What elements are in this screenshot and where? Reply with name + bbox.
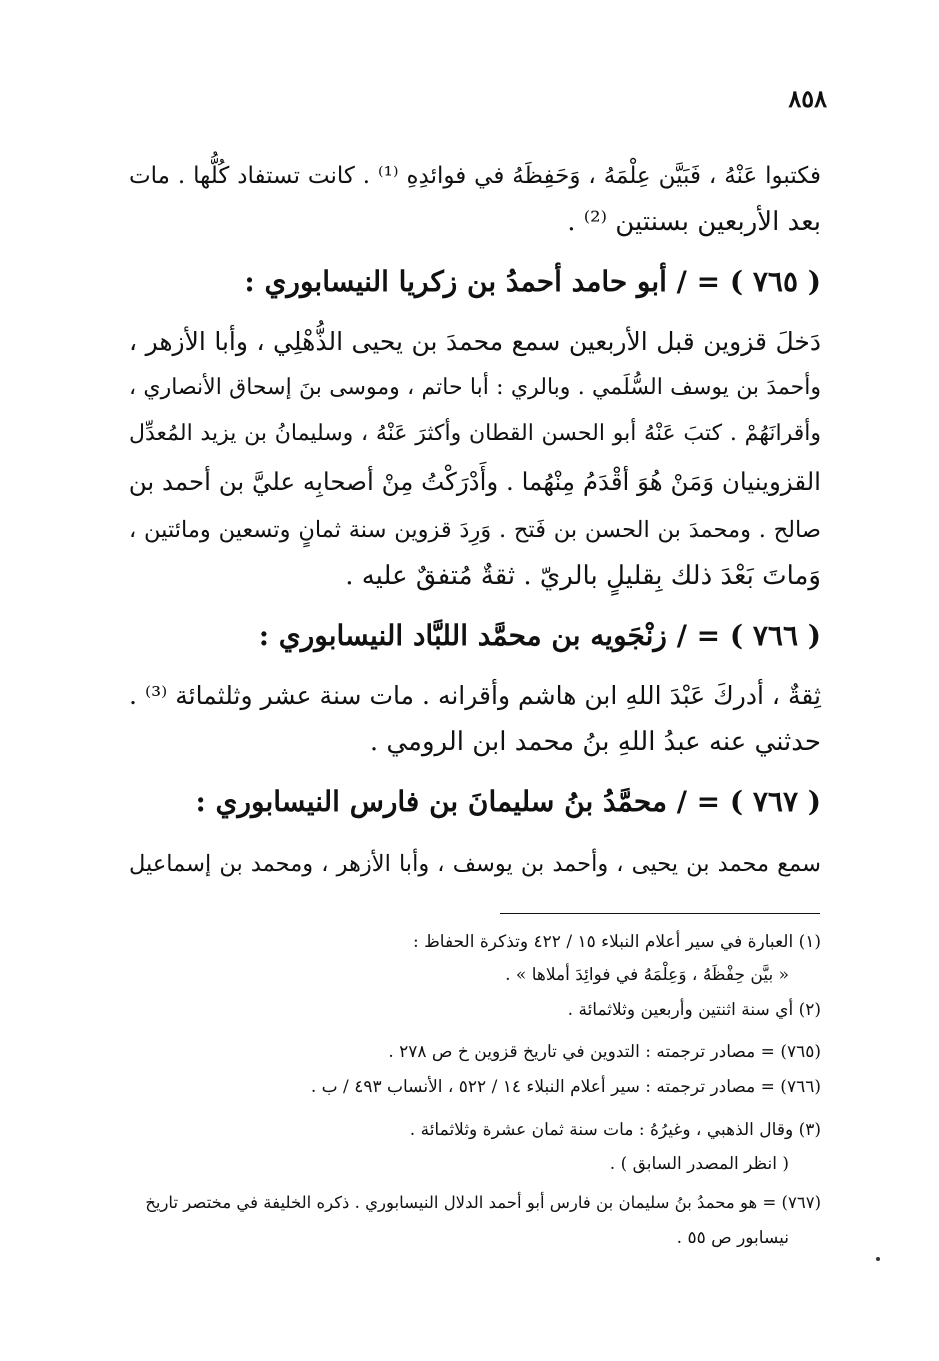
footnote-separator [500, 913, 820, 914]
intro-line-1: فكتبوا عَنْهُ ، فَبَيَّن عِلْمَهُ ، وَحَفِظَهُ في فوائدِهِ ⁽¹⁾ . كانت تستفاد كُلُّها . مات [129, 163, 821, 189]
entry-765-line-2: وأحمدَ بن يوسف السُّلَمي . وبالري : أبا حاتم ، وموسى بنَ إسحاق الأنصاري ، [129, 375, 821, 400]
entry-765-line-6: وَماتَ بَعْدَ ذلك بِقليلٍ بالريّ . ثقةٌ مُتفقٌ عليه . [345, 561, 821, 591]
entry-765-line-5: صالح . ومحمدَ بن الحسن بن فَتح . وَرِدَ قزوين سنة ثمانٍ وتسعين ومائتين ، [129, 517, 821, 543]
footnote-1-line-2: « بيَّن حِفْظَهُ ، وَعِلْمَهُ في فوائِدَ أملاها » . [505, 965, 789, 985]
entry-767-line-1: سمع محمد بن يحيى ، وأحمد بن يوسف ، وأبا الأزهر ، ومحمد بن إسماعيل [129, 851, 821, 877]
entry-765-heading: ( ٧٦٥ ) = / أبو حامد أحمدُ بن زكريا النيسابوري : [244, 265, 821, 298]
footnote-765: (٧٦٥) = مصادر ترجمته : التدوين في تاريخ قزوين خ ص ٢٧٨ . [388, 1042, 821, 1062]
footnote-767-line-1: (٧٦٧) = هو محمدُ بنُ سليمان بن فارس أبو أحمد الدلال النيسابوري . ذكره الخليفة في مختصر تاريخ [145, 1193, 821, 1212]
footnote-767-line-2: نيسابور ص ٥٥ . [676, 1228, 789, 1248]
footnote-1-line-1: (١) العبارة في سير أعلام النبلاء ١٥ / ٤٢٢ وتذكرة الحفاظ : [412, 932, 821, 952]
footnote-766: (٧٦٦) = مصادر ترجمته : سير أعلام النبلاء ١٤ / ٥٢٢ ، الأنساب ٤٩٣ / ب . [310, 1077, 821, 1097]
entry-765-line-4: القزوينيان وَمَنْ هُوَ أقْدَمُ مِنْهُما . وأَدْرَكْتُ مِنْ أصحابِه عليَّ بن أحمد بن [128, 467, 821, 496]
page-number: ٨٥٨ [788, 84, 827, 113]
footnote-3-line-1: (٣) وقال الذهبي ، وغيرُهُ : مات سنة ثمان عشرة وثلاثمائة . [409, 1120, 821, 1140]
scan-speck-dot [876, 1257, 880, 1261]
entry-766-line-2: حدثني عنه عبدُ اللهِ بنُ محمد ابن الرومي . [369, 727, 821, 757]
intro-line-2: بعد الأربعين بسنتين ⁽²⁾ . [567, 207, 821, 237]
entry-766-line-1: ثِقةٌ ، أدركَ عَبْدَ اللهِ ابن هاشم وأقرانه . مات سنة عشر وثلثمائة ⁽³⁾ . [129, 681, 821, 710]
entry-765-line-3: وأقرانَهُمْ . كتبَ عَنْهُ أبو الحسن القطان وأكثرَ عَنْهُ ، وسليمانُ بن يزيد المُعدِّل [129, 421, 821, 446]
entry-766-heading: ( ٧٦٦ ) = / زنْجَويه بن محمَّد اللبَّاد النيسابوري : [258, 619, 821, 652]
entry-767-heading: ( ٧٦٧ ) = / محمَّدُ بنُ سليمانَ بن فارس النيسابوري : [195, 785, 821, 818]
footnote-2: (٢) أي سنة اثنتين وأربعين وثلاثمائة . [567, 1000, 821, 1020]
entry-765-line-1: دَخلَ قزوين قبل الأربعين سمع محمدَ بن يحيى الذُّهْلِي ، وأبا الأزهر ، [129, 327, 821, 356]
footnote-3-line-2: ( انظر المصدر السابق ) . [609, 1154, 789, 1174]
